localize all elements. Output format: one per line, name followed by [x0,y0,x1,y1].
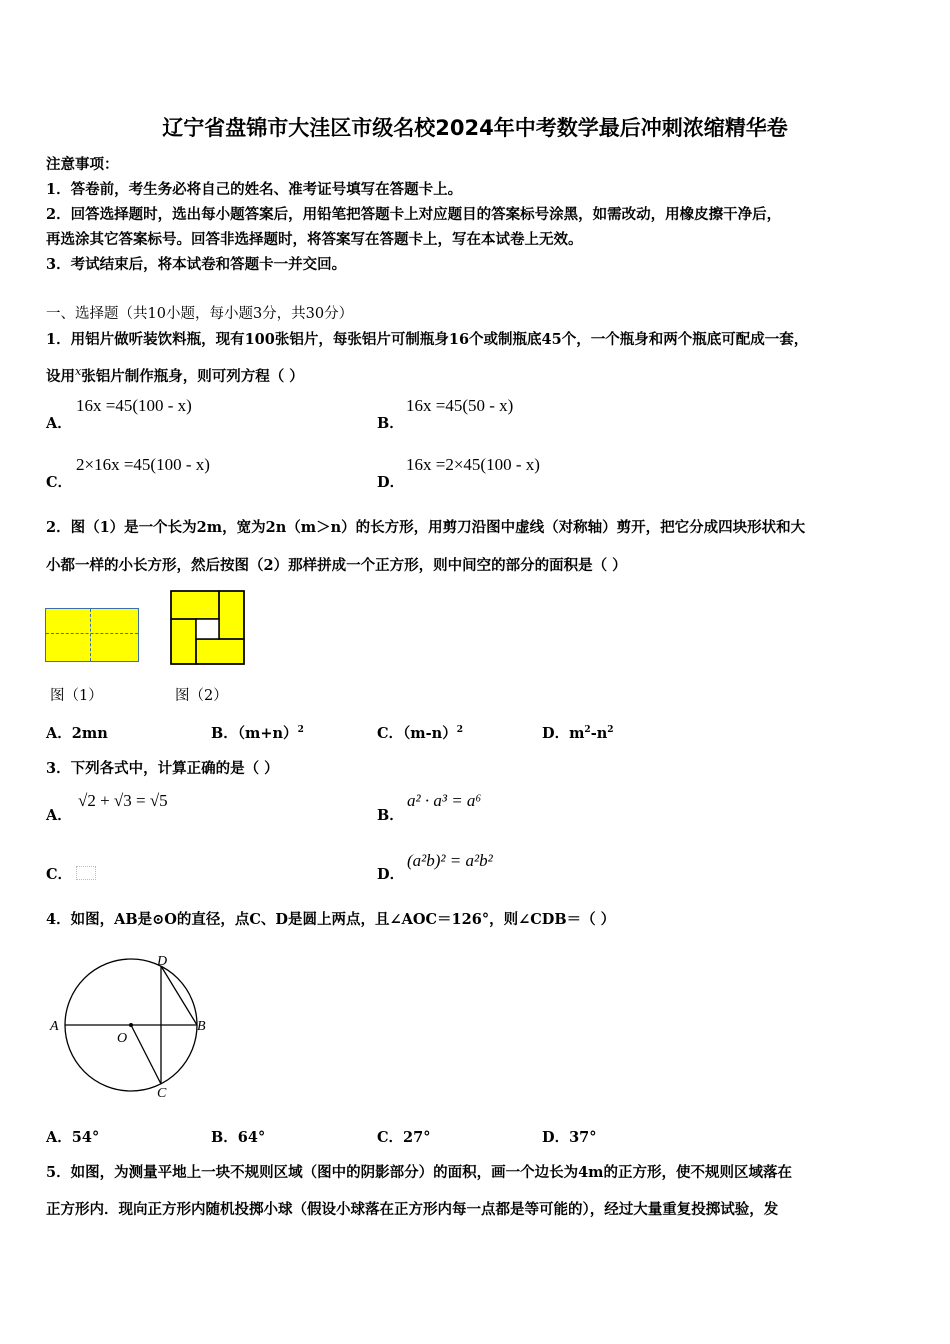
q1-stem-line2 [46,365,304,386]
q3-option-d: (a²b)² = a²b² [407,851,493,870]
q2-option-b-text: （m+n） [237,725,298,742]
q2-option-b-label: B． [211,725,238,742]
q2-figure2-square [170,590,246,666]
q2-figure1-caption: 图（1） [50,688,103,704]
section-heading: 一、选择题（共10小题，每小题3分，共30分） [46,306,354,322]
page-title: 辽宁省盘锦市大洼区市级名校2024年中考数学最后冲刺浓缩精华卷 [162,116,788,140]
q4-point-o: O [117,1031,128,1046]
q4-point-b: B [197,1019,206,1034]
q2-option-c-text: （m-n） [403,725,457,742]
q1-variable: x [75,365,82,379]
q3-option-a-label: A． [46,807,72,824]
q1-stem-post: 张铝片制作瓶身，则可列方程（ ） [81,368,304,385]
q3-option-c-label: C． [46,866,73,883]
q4-option-c-label: C． [377,1129,404,1146]
q2-stem-line2: 小都一样的小长方形，然后按图（2）那样拼成一个正方形，则中间空的部分的面积是（ ） [46,557,627,574]
q2-option-c-exponent: 2 [456,725,463,736]
q4-option-c-text: 27° [403,1129,431,1146]
q2-figure2-caption: 图（2） [175,688,228,704]
q2-option-d-exponent: 2 [584,725,591,736]
q1-option-b: 16x =45(50 - x) [406,396,514,415]
q4-chord-db [161,966,197,1025]
q4-radius-oc [131,1025,161,1084]
q1-option-d: 16x =2×45(100 - x) [406,455,540,474]
q2-figure1-horizontal-axis [46,633,138,634]
q4-point-c: C [157,1086,167,1100]
q1-option-d-label: D． [377,474,405,491]
q4-option-a-text: 54° [71,1129,100,1146]
q1-stem-pre: 设用 [46,368,75,385]
q4-center-point [129,1023,133,1027]
q4-option-b-text: 64° [237,1129,266,1146]
q3-option-b-label: B． [377,807,404,824]
q4-point-a: A [50,1019,59,1034]
q2-option-d-text: m [569,725,585,742]
q4-option-b [211,1126,265,1147]
q5-stem-line1: 5．如图，为测量平地上一块不规则区域（图中的阴影部分）的面积，画一个边长为4m的正方形，使不规则区域落在 [46,1164,793,1181]
q4-stem: 4．如图，AB是⊙O的直径，点C、D是圆上两点，且∠AOC＝126°，则∠CDB＝（ ） [46,911,616,928]
q1-option-a: 16x =45(100 - x) [76,396,192,415]
q4-option-d [542,1126,597,1147]
q2-option-d-tail: -n [590,725,608,742]
q4-option-a-label: A． [46,1129,72,1146]
q2-option-a [46,722,108,743]
q4-circle-diagram [44,950,219,1100]
q1-option-c-label: C． [46,474,73,491]
q2-option-b-exponent: 2 [297,725,304,736]
q4-option-d-label: D． [542,1129,570,1146]
q2-option-d-exponent2: 2 [607,725,614,736]
q1-stem-line1: 1．用铝片做听装饮料瓶，现有100张铝片，每张铝片可制瓶身16个或制瓶底45个，一个瓶身和两个瓶底可配成一套， [46,331,809,348]
q4-option-c [377,1126,430,1147]
q1-option-b-label: B． [377,415,404,432]
q2-option-d [542,722,614,743]
notice-item: 3．考试结束后，将本试卷和答题卡一并交回。 [46,256,347,273]
q3-option-d-label: D． [377,866,405,883]
q2-option-c-label: C． [377,725,404,742]
notice-item: 再选涂其它答案标号。回答非选择题时，将答案写在答题卡上，写在本试卷上无效。 [46,231,583,248]
q3-stem: 3．下列各式中，计算正确的是（ ） [46,760,279,777]
q4-option-b-label: B． [211,1129,238,1146]
q3-option-b: a² · a³ = a⁶ [407,791,482,810]
q1-option-c: 2×16x =45(100 - x) [76,455,210,474]
q1-option-a-label: A． [46,415,72,432]
q4-option-a [46,1126,99,1147]
q2-option-c [377,722,463,743]
q2-option-b [211,722,304,743]
q3-option-a: √2 + √3 = √5 [78,791,168,810]
q4-option-d-text: 37° [569,1129,597,1146]
q2-option-d-label: D． [542,725,570,742]
notice-heading: 注意事项： [46,156,119,173]
q2-stem-line1: 2．图（1）是一个长为2m，宽为2n（m＞n）的长方形，用剪刀沿图中虚线（对称轴）剪开，把它分成四块形状和大 [46,519,806,536]
q5-stem-line2: 正方形内．现向正方形内随机投掷小球（假设小球落在正方形内每一点都是等可能的），经过大量重复投掷试验，发 [46,1201,779,1218]
q2-option-a-label: A． [46,725,72,742]
notice-item: 1．答卷前，考生务必将自己的姓名、准考证号填写在答题卡上。 [46,181,463,198]
q3-option-c-placeholder-image [76,866,96,880]
q2-figure1-vertical-axis [90,609,91,661]
q2-option-a-text: 2mn [71,725,108,742]
q4-point-d: D [157,954,168,969]
q2-figure1-rectangle [45,608,139,662]
notice-item: 2．回答选择题时，选出每小题答案后，用铅笔把答题卡上对应题目的答案标号涂黑，如需改动，用橡皮擦干净后， [46,206,782,223]
